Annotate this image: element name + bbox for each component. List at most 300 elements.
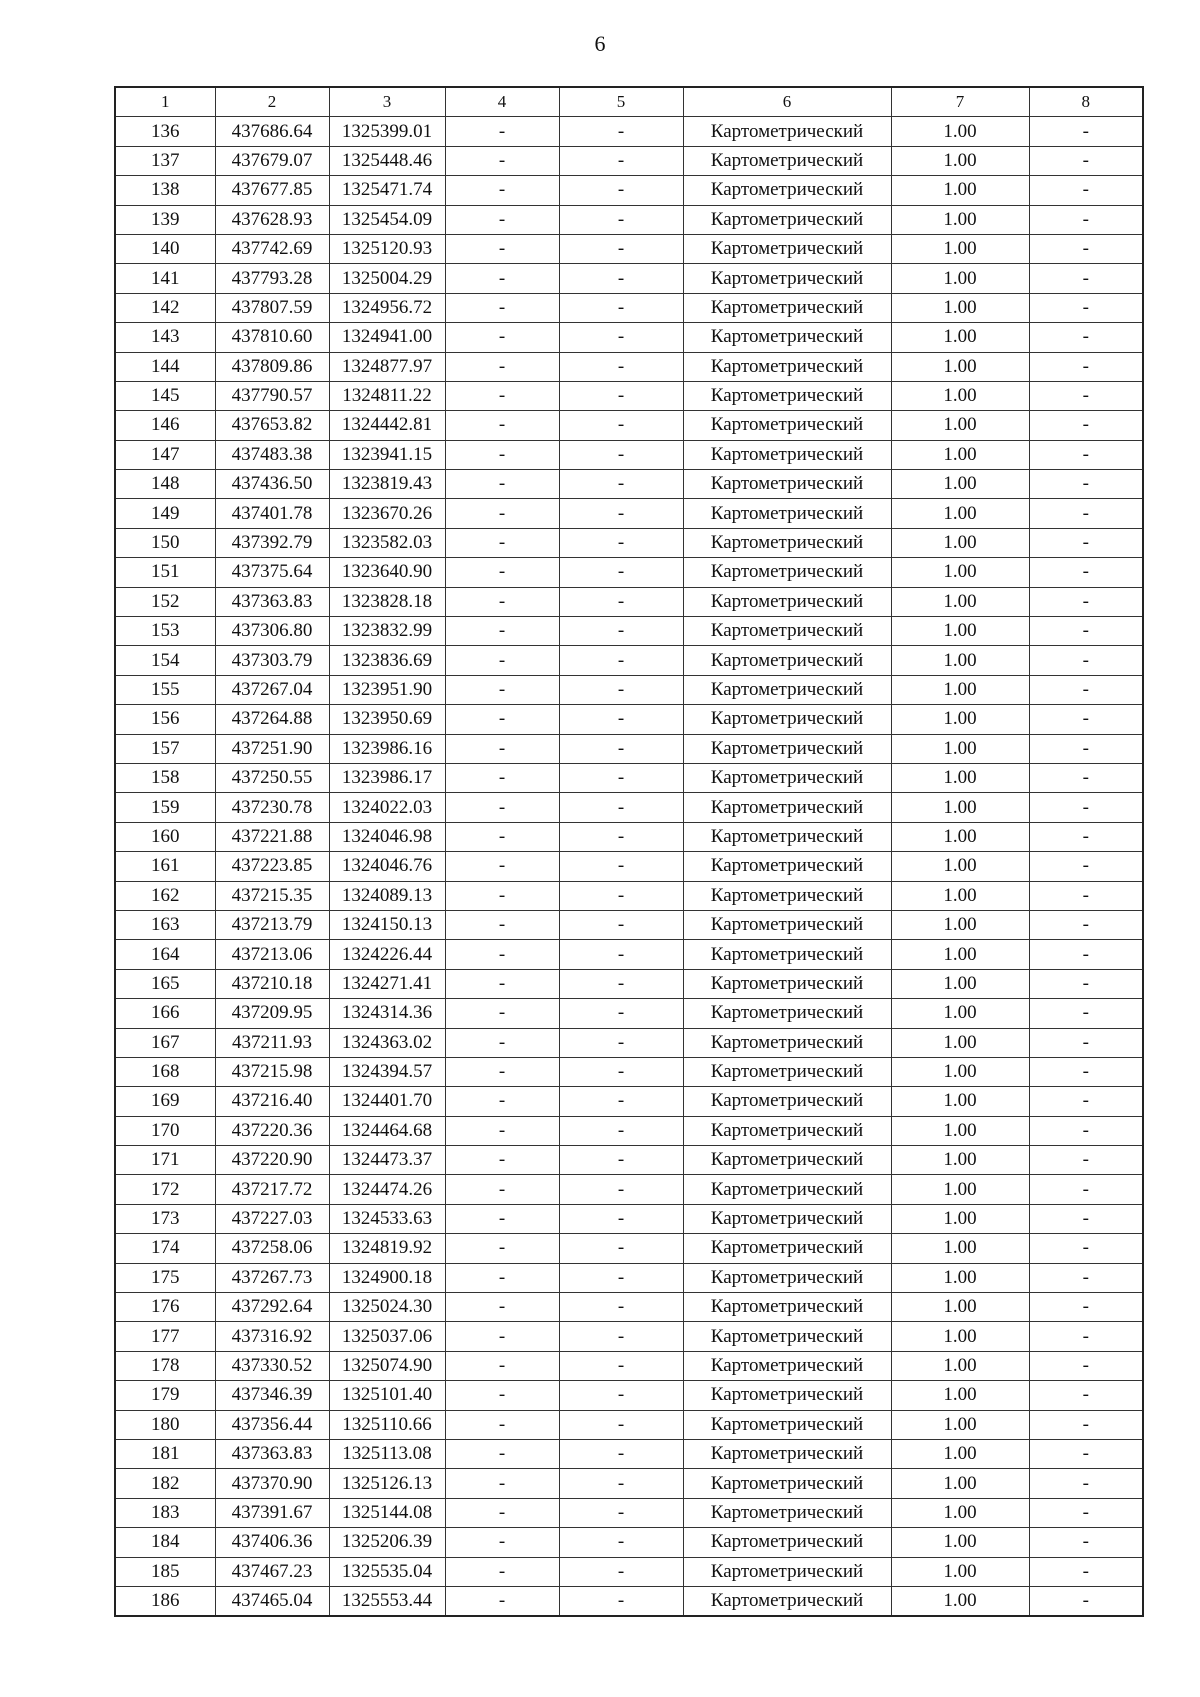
table-cell-col-7: 1.00: [891, 1322, 1029, 1351]
table-cell-col-5: -: [559, 1410, 683, 1439]
table-row: [115, 411, 1143, 440]
table-cell-col-7: 1.00: [891, 705, 1029, 734]
table-cell-col-6: Картометрический: [683, 1087, 891, 1116]
table-row: [115, 646, 1143, 675]
table-cell-col-8: -: [1029, 1528, 1143, 1557]
table-cell-col-6: Картометрический: [683, 852, 891, 881]
table-cell-col-6: Картометрический: [683, 264, 891, 293]
table-cell-col-5: -: [559, 1087, 683, 1116]
table-cell-col-1: 148: [115, 470, 215, 499]
table-row: [115, 264, 1143, 293]
table-cell-col-1: 155: [115, 675, 215, 704]
table-cell-col-2: 437223.85: [215, 852, 329, 881]
table-cell-col-4: -: [445, 558, 559, 587]
table-cell-col-6: Картометрический: [683, 205, 891, 234]
table-cell-col-6: Картометрический: [683, 999, 891, 1028]
table-cell-col-6: Картометрический: [683, 558, 891, 587]
table-cell-col-3: 1324150.13: [329, 910, 445, 939]
table-cell-col-3: 1325535.04: [329, 1557, 445, 1586]
table-row: [115, 1498, 1143, 1527]
table-cell-col-7: 1.00: [891, 675, 1029, 704]
table-cell-col-5: -: [559, 1322, 683, 1351]
table-cell-col-3: 1323670.26: [329, 499, 445, 528]
table-cell-col-2: 437679.07: [215, 146, 329, 175]
table-cell-col-7: 1.00: [891, 793, 1029, 822]
table-cell-col-5: -: [559, 440, 683, 469]
table-cell-col-3: 1323986.17: [329, 763, 445, 792]
table-cell-col-3: 1324900.18: [329, 1263, 445, 1292]
table-cell-col-1: 160: [115, 822, 215, 851]
table-cell-col-4: -: [445, 763, 559, 792]
table-cell-col-5: -: [559, 852, 683, 881]
table-cell-col-4: -: [445, 1234, 559, 1263]
table-cell-col-5: -: [559, 999, 683, 1028]
table-row: [115, 1234, 1143, 1263]
table-cell-col-6: Картометрический: [683, 1234, 891, 1263]
table-cell-col-4: -: [445, 440, 559, 469]
table-cell-col-4: -: [445, 528, 559, 557]
table-cell-col-6: Картометрический: [683, 881, 891, 910]
table-cell-col-5: -: [559, 1057, 683, 1086]
table-cell-col-7: 1.00: [891, 264, 1029, 293]
table-cell-col-1: 143: [115, 323, 215, 352]
table-cell-col-8: -: [1029, 1586, 1143, 1616]
table-cell-col-7: 1.00: [891, 1439, 1029, 1468]
table-cell-col-8: -: [1029, 1028, 1143, 1057]
column-header-4: 4: [445, 87, 559, 117]
table-cell-col-4: -: [445, 1204, 559, 1233]
table-cell-col-5: -: [559, 617, 683, 646]
table-cell-col-4: -: [445, 470, 559, 499]
table-cell-col-8: -: [1029, 617, 1143, 646]
table-cell-col-2: 437346.39: [215, 1381, 329, 1410]
table-cell-col-8: -: [1029, 1087, 1143, 1116]
table-row: [115, 440, 1143, 469]
table-cell-col-7: 1.00: [891, 969, 1029, 998]
table-cell-col-4: -: [445, 264, 559, 293]
table-row: [115, 146, 1143, 175]
table-cell-col-4: -: [445, 1057, 559, 1086]
table-cell-col-3: 1323640.90: [329, 558, 445, 587]
table-cell-col-1: 167: [115, 1028, 215, 1057]
table-cell-col-6: Картометрический: [683, 1293, 891, 1322]
table-cell-col-5: -: [559, 822, 683, 851]
table-row: [115, 705, 1143, 734]
table-cell-col-4: -: [445, 499, 559, 528]
table-cell-col-1: 154: [115, 646, 215, 675]
table-cell-col-6: Картометрический: [683, 910, 891, 939]
table-cell-col-6: Картометрический: [683, 1557, 891, 1586]
table-cell-col-3: 1324473.37: [329, 1146, 445, 1175]
table-cell-col-8: -: [1029, 1557, 1143, 1586]
table-cell-col-8: -: [1029, 470, 1143, 499]
table-cell-col-2: 437677.85: [215, 176, 329, 205]
table-cell-col-1: 174: [115, 1234, 215, 1263]
table-cell-col-2: 437391.67: [215, 1498, 329, 1527]
table-cell-col-7: 1.00: [891, 470, 1029, 499]
table-cell-col-6: Картометрический: [683, 587, 891, 616]
table-cell-col-5: -: [559, 734, 683, 763]
table-cell-col-5: -: [559, 1498, 683, 1527]
table-cell-col-3: 1324533.63: [329, 1204, 445, 1233]
table-cell-col-1: 145: [115, 381, 215, 410]
table-cell-col-7: 1.00: [891, 411, 1029, 440]
table-row: [115, 205, 1143, 234]
table-row: [115, 1322, 1143, 1351]
table-cell-col-2: 437227.03: [215, 1204, 329, 1233]
table-cell-col-7: 1.00: [891, 1175, 1029, 1204]
table-cell-col-1: 153: [115, 617, 215, 646]
table-row: [115, 793, 1143, 822]
table-cell-col-2: 437807.59: [215, 293, 329, 322]
table-row: [115, 323, 1143, 352]
table-row: [115, 1057, 1143, 1086]
table-cell-col-5: -: [559, 117, 683, 146]
table-cell-col-1: 172: [115, 1175, 215, 1204]
table-cell-col-6: Картометрический: [683, 705, 891, 734]
table-cell-col-8: -: [1029, 1293, 1143, 1322]
table-cell-col-8: -: [1029, 940, 1143, 969]
table-cell-col-1: 170: [115, 1116, 215, 1145]
table-cell-col-2: 437793.28: [215, 264, 329, 293]
table-cell-col-1: 138: [115, 176, 215, 205]
table-cell-col-4: -: [445, 852, 559, 881]
table-cell-col-3: 1324314.36: [329, 999, 445, 1028]
table-cell-col-5: -: [559, 528, 683, 557]
table-cell-col-2: 437216.40: [215, 1087, 329, 1116]
table-cell-col-6: Картометрический: [683, 234, 891, 263]
table-cell-col-7: 1.00: [891, 528, 1029, 557]
table-cell-col-6: Картометрический: [683, 763, 891, 792]
table-cell-col-8: -: [1029, 852, 1143, 881]
table-cell-col-1: 140: [115, 234, 215, 263]
table-cell-col-2: 437392.79: [215, 528, 329, 557]
table-header-row: [115, 87, 1143, 117]
table-cell-col-3: 1324046.76: [329, 852, 445, 881]
table-cell-col-5: -: [559, 881, 683, 910]
table-cell-col-6: Картометрический: [683, 1498, 891, 1527]
table-cell-col-8: -: [1029, 1498, 1143, 1527]
table-cell-col-5: -: [559, 176, 683, 205]
table-row: [115, 381, 1143, 410]
table-cell-col-2: 437790.57: [215, 381, 329, 410]
table-cell-col-1: 169: [115, 1087, 215, 1116]
table-cell-col-4: -: [445, 293, 559, 322]
table-cell-col-6: Картометрический: [683, 117, 891, 146]
table-cell-col-7: 1.00: [891, 940, 1029, 969]
table-cell-col-6: Картометрический: [683, 411, 891, 440]
table-cell-col-8: -: [1029, 1381, 1143, 1410]
table-row: [115, 1381, 1143, 1410]
table-row: [115, 587, 1143, 616]
table-row: [115, 1116, 1143, 1145]
table-cell-col-8: -: [1029, 1175, 1143, 1204]
table-cell-col-5: -: [559, 234, 683, 263]
table-cell-col-3: 1324442.81: [329, 411, 445, 440]
table-cell-col-3: 1325206.39: [329, 1528, 445, 1557]
table-cell-col-1: 184: [115, 1528, 215, 1557]
table-row: [115, 940, 1143, 969]
table-cell-col-2: 437213.06: [215, 940, 329, 969]
table-cell-col-3: 1324877.97: [329, 352, 445, 381]
table-row: [115, 852, 1143, 881]
table-cell-col-4: -: [445, 587, 559, 616]
table-cell-col-3: 1324474.26: [329, 1175, 445, 1204]
table-cell-col-7: 1.00: [891, 1087, 1029, 1116]
table-cell-col-6: Картометрический: [683, 1204, 891, 1233]
table-cell-col-7: 1.00: [891, 381, 1029, 410]
table-cell-col-1: 186: [115, 1586, 215, 1616]
table-cell-col-3: 1324271.41: [329, 969, 445, 998]
table-cell-col-8: -: [1029, 558, 1143, 587]
table-cell-col-3: 1324394.57: [329, 1057, 445, 1086]
table-cell-col-2: 437363.83: [215, 587, 329, 616]
table-cell-col-3: 1323836.69: [329, 646, 445, 675]
table-cell-col-4: -: [445, 1586, 559, 1616]
table-cell-col-6: Картометрический: [683, 617, 891, 646]
table-cell-col-8: -: [1029, 1439, 1143, 1468]
table-cell-col-7: 1.00: [891, 1263, 1029, 1292]
table-cell-col-1: 182: [115, 1469, 215, 1498]
table-row: [115, 176, 1143, 205]
table-cell-col-3: 1325120.93: [329, 234, 445, 263]
table-cell-col-2: 437217.72: [215, 1175, 329, 1204]
table-cell-col-2: 437267.04: [215, 675, 329, 704]
table-cell-col-4: -: [445, 1498, 559, 1527]
table-cell-col-7: 1.00: [891, 1557, 1029, 1586]
table-cell-col-4: -: [445, 1293, 559, 1322]
table-cell-col-4: -: [445, 117, 559, 146]
table-cell-col-2: 437370.90: [215, 1469, 329, 1498]
table-cell-col-7: 1.00: [891, 234, 1029, 263]
table-cell-col-8: -: [1029, 1204, 1143, 1233]
table-cell-col-4: -: [445, 940, 559, 969]
table-row: [115, 470, 1143, 499]
table-row: [115, 1528, 1143, 1557]
table-cell-col-4: -: [445, 381, 559, 410]
table-cell-col-3: 1325024.30: [329, 1293, 445, 1322]
table-cell-col-7: 1.00: [891, 1116, 1029, 1145]
table-cell-col-8: -: [1029, 1057, 1143, 1086]
table-cell-col-4: -: [445, 146, 559, 175]
table-cell-col-1: 185: [115, 1557, 215, 1586]
table-row: [115, 734, 1143, 763]
table-cell-col-5: -: [559, 1028, 683, 1057]
table-cell-col-6: Картометрический: [683, 1381, 891, 1410]
table-cell-col-3: 1324363.02: [329, 1028, 445, 1057]
table-row: [115, 1351, 1143, 1380]
table-cell-col-2: 437436.50: [215, 470, 329, 499]
table-cell-col-8: -: [1029, 675, 1143, 704]
column-header-2: 2: [215, 87, 329, 117]
table-cell-col-7: 1.00: [891, 1381, 1029, 1410]
table-cell-col-5: -: [559, 1381, 683, 1410]
table-cell-col-6: Картометрический: [683, 381, 891, 410]
table-cell-col-6: Картометрический: [683, 793, 891, 822]
table-cell-col-1: 161: [115, 852, 215, 881]
table-cell-col-6: Картометрический: [683, 323, 891, 352]
table-cell-col-1: 157: [115, 734, 215, 763]
table-cell-col-7: 1.00: [891, 1146, 1029, 1175]
table-row: [115, 1293, 1143, 1322]
table-cell-col-1: 141: [115, 264, 215, 293]
table-cell-col-1: 176: [115, 1293, 215, 1322]
table-cell-col-5: -: [559, 1586, 683, 1616]
table-cell-col-3: 1325037.06: [329, 1322, 445, 1351]
table-cell-col-6: Картометрический: [683, 1351, 891, 1380]
table-cell-col-8: -: [1029, 117, 1143, 146]
table-cell-col-8: -: [1029, 1146, 1143, 1175]
table-cell-col-4: -: [445, 1351, 559, 1380]
table-cell-col-2: 437213.79: [215, 910, 329, 939]
table-cell-col-7: 1.00: [891, 1293, 1029, 1322]
table-row: [115, 1439, 1143, 1468]
table-row: [115, 910, 1143, 939]
table-cell-col-2: 437306.80: [215, 617, 329, 646]
table-cell-col-5: -: [559, 793, 683, 822]
table-cell-col-1: 178: [115, 1351, 215, 1380]
table-cell-col-8: -: [1029, 881, 1143, 910]
table-row: [115, 117, 1143, 146]
table-cell-col-5: -: [559, 499, 683, 528]
table-cell-col-1: 165: [115, 969, 215, 998]
table-cell-col-3: 1324022.03: [329, 793, 445, 822]
table-cell-col-1: 156: [115, 705, 215, 734]
table-cell-col-3: 1323941.15: [329, 440, 445, 469]
table-cell-col-4: -: [445, 1146, 559, 1175]
table-cell-col-6: Картометрический: [683, 940, 891, 969]
table-cell-col-7: 1.00: [891, 1498, 1029, 1527]
table-cell-col-4: -: [445, 734, 559, 763]
table-cell-col-4: -: [445, 1528, 559, 1557]
table-cell-col-8: -: [1029, 146, 1143, 175]
table-cell-col-8: -: [1029, 323, 1143, 352]
table-cell-col-7: 1.00: [891, 440, 1029, 469]
table-cell-col-2: 437251.90: [215, 734, 329, 763]
table-cell-col-5: -: [559, 1263, 683, 1292]
table-cell-col-2: 437230.78: [215, 793, 329, 822]
table-row: [115, 1087, 1143, 1116]
table-cell-col-1: 162: [115, 881, 215, 910]
table-cell-col-3: 1325399.01: [329, 117, 445, 146]
table-cell-col-2: 437401.78: [215, 499, 329, 528]
table-cell-col-4: -: [445, 1322, 559, 1351]
table-cell-col-3: 1324819.92: [329, 1234, 445, 1263]
table-cell-col-1: 164: [115, 940, 215, 969]
table-cell-col-5: -: [559, 675, 683, 704]
table-cell-col-5: -: [559, 969, 683, 998]
table-cell-col-8: -: [1029, 264, 1143, 293]
table-cell-col-7: 1.00: [891, 117, 1029, 146]
table-cell-col-2: 437220.36: [215, 1116, 329, 1145]
table-cell-col-3: 1325110.66: [329, 1410, 445, 1439]
table-cell-col-8: -: [1029, 646, 1143, 675]
table-cell-col-1: 152: [115, 587, 215, 616]
table-cell-col-4: -: [445, 1028, 559, 1057]
table-row: [115, 1469, 1143, 1498]
table-cell-col-1: 146: [115, 411, 215, 440]
table-cell-col-2: 437220.90: [215, 1146, 329, 1175]
table-cell-col-3: 1324401.70: [329, 1087, 445, 1116]
table-cell-col-2: 437375.64: [215, 558, 329, 587]
table-cell-col-4: -: [445, 1557, 559, 1586]
table-cell-col-5: -: [559, 940, 683, 969]
table-cell-col-5: -: [559, 470, 683, 499]
table-cell-col-4: -: [445, 176, 559, 205]
table-cell-col-7: 1.00: [891, 1204, 1029, 1233]
table-cell-col-7: 1.00: [891, 1057, 1029, 1086]
table-cell-col-2: 437686.64: [215, 117, 329, 146]
table-cell-col-5: -: [559, 1204, 683, 1233]
table-cell-col-4: -: [445, 1116, 559, 1145]
table-cell-col-6: Картометрический: [683, 1116, 891, 1145]
table-cell-col-6: Картометрический: [683, 734, 891, 763]
table-cell-col-1: 142: [115, 293, 215, 322]
table-cell-col-3: 1324464.68: [329, 1116, 445, 1145]
table-cell-col-6: Картометрический: [683, 822, 891, 851]
table-cell-col-6: Картометрический: [683, 1175, 891, 1204]
table-cell-col-5: -: [559, 1116, 683, 1145]
table-cell-col-1: 158: [115, 763, 215, 792]
table-cell-col-7: 1.00: [891, 1469, 1029, 1498]
table-cell-col-7: 1.00: [891, 587, 1029, 616]
table-cell-col-4: -: [445, 1175, 559, 1204]
table-cell-col-2: 437215.35: [215, 881, 329, 910]
table-cell-col-4: -: [445, 352, 559, 381]
table-cell-col-5: -: [559, 1293, 683, 1322]
table-row: [115, 763, 1143, 792]
table-cell-col-8: -: [1029, 234, 1143, 263]
table-cell-col-5: -: [559, 352, 683, 381]
table-cell-col-4: -: [445, 793, 559, 822]
table-cell-col-2: 437292.64: [215, 1293, 329, 1322]
table-cell-col-6: Картометрический: [683, 1322, 891, 1351]
table-cell-col-8: -: [1029, 293, 1143, 322]
table-row: [115, 999, 1143, 1028]
table-cell-col-1: 136: [115, 117, 215, 146]
table-cell-col-8: -: [1029, 734, 1143, 763]
table-cell-col-7: 1.00: [891, 1028, 1029, 1057]
table-cell-col-5: -: [559, 763, 683, 792]
column-header-6: 6: [683, 87, 891, 117]
table-cell-col-5: -: [559, 293, 683, 322]
column-header-7: 7: [891, 87, 1029, 117]
table-cell-col-1: 179: [115, 1381, 215, 1410]
table-cell-col-8: -: [1029, 499, 1143, 528]
table-cell-col-6: Картометрический: [683, 1057, 891, 1086]
table-row: [115, 528, 1143, 557]
table-cell-col-4: -: [445, 617, 559, 646]
table-cell-col-5: -: [559, 205, 683, 234]
table-cell-col-7: 1.00: [891, 558, 1029, 587]
table-cell-col-3: 1324941.00: [329, 323, 445, 352]
table-cell-col-4: -: [445, 1263, 559, 1292]
table-cell-col-1: 173: [115, 1204, 215, 1233]
table-row: [115, 1263, 1143, 1292]
table-cell-col-1: 168: [115, 1057, 215, 1086]
table-cell-col-3: 1325126.13: [329, 1469, 445, 1498]
table-cell-col-2: 437483.38: [215, 440, 329, 469]
table-cell-col-2: 437267.73: [215, 1263, 329, 1292]
table-cell-col-7: 1.00: [891, 822, 1029, 851]
table-cell-col-8: -: [1029, 999, 1143, 1028]
table-cell-col-1: 137: [115, 146, 215, 175]
table-cell-col-8: -: [1029, 822, 1143, 851]
table-cell-col-5: -: [559, 705, 683, 734]
table-cell-col-3: 1323951.90: [329, 675, 445, 704]
table-cell-col-6: Картометрический: [683, 675, 891, 704]
table-cell-col-8: -: [1029, 1234, 1143, 1263]
